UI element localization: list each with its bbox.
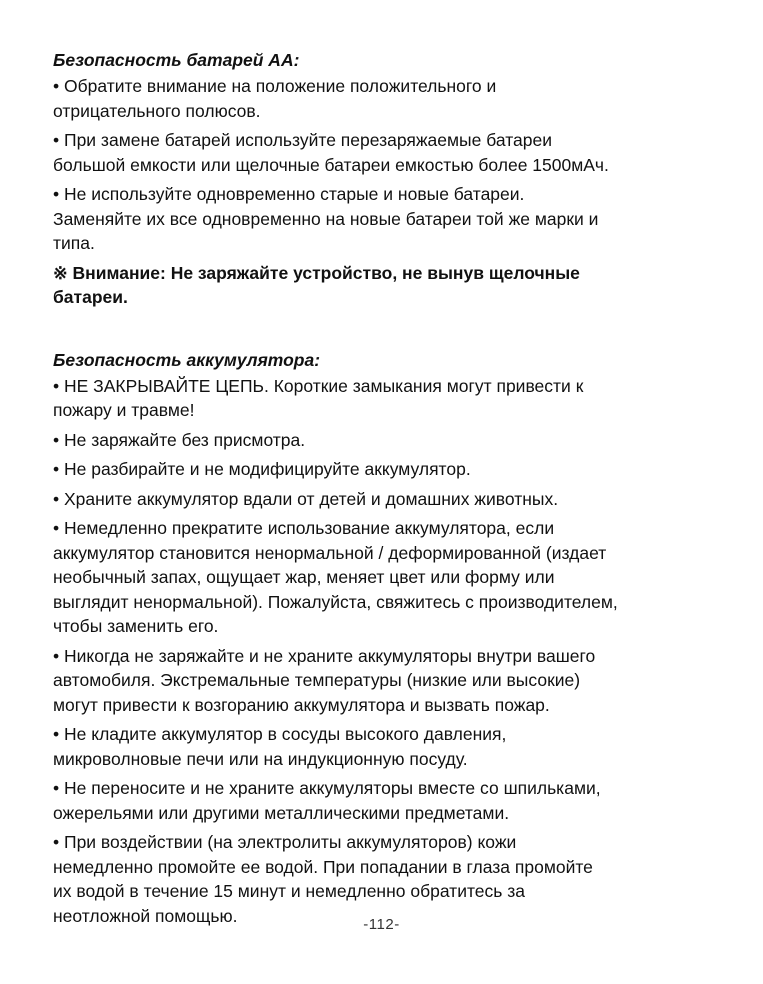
aa-item-mixing: • Не используйте одновременно старые и новые батареи. Заменяйте их все одновременно на новые батареи той же марки и типа. bbox=[53, 184, 599, 253]
battery-item-unattended: • Не заряжайте без присмотра. bbox=[53, 429, 306, 450]
battery-item-children: • Храните аккумулятор вдали от детей и домашних животных. bbox=[53, 488, 559, 509]
section-battery-title: Безопасность аккумулятора: bbox=[53, 349, 321, 370]
page-number: -112- bbox=[363, 916, 400, 933]
battery-item-abnormal: • Немедленно прекратите использование аккумулятора, если аккумулятор становится ненормальной / деформированной (издает необычный запах, ощущает жар, меняет цвет или форму или выглядит ненормальной). Пожалуйста, свяжитесь с производителем, чтобы заменить его. bbox=[53, 518, 618, 636]
section-rechargeable-battery-safety bbox=[53, 348, 743, 929]
aa-item-polarity: • Обратите внимание на положение положительного и отрицательного полюсов. bbox=[53, 76, 497, 121]
section-aa-battery-safety bbox=[53, 48, 743, 310]
battery-item-metal: • Не переносите и не храните аккумуляторы вместе со шпильками, ожерельями или другими металлическими предметами. bbox=[53, 778, 601, 823]
page-content bbox=[53, 48, 743, 933]
battery-item-pressure: • Не кладите аккумулятор в сосуды высокого давления, микроволновые печи или на индукционную посуду. bbox=[53, 724, 507, 769]
battery-item-disassemble: • Не разбирайте и не модифицируйте аккумулятор. bbox=[53, 459, 471, 479]
aa-item-replacement: • При замене батарей используйте перезаряжаемые батареи большой емкости или щелочные батареи емкостью более 1500мАч. bbox=[53, 130, 609, 175]
section-aa-title: Безопасность батарей АА: bbox=[53, 50, 300, 70]
battery-item-short-circuit: • НЕ ЗАКРЫВАЙТЕ ЦЕПЬ. Короткие замыкания могут привести к пожару и травме! bbox=[53, 375, 584, 420]
battery-item-vehicle: • Никогда не заряжайте и не храните аккумуляторы внутри вашего автомобиля. Экстремальные температуры (низкие или высокие) могут привести к возгоранию аккумулятора и вызвать пожар. bbox=[53, 645, 596, 715]
section-divider bbox=[53, 310, 743, 348]
battery-item-electrolyte: • При воздействии (на электролиты аккумуляторов) кожи немедленно промойте ее водой. При попадании в глаза промойте их водой в течение 15 минут и немедленно обратитесь за неотложной помощью. bbox=[53, 832, 593, 926]
aa-warning: ※ Внимание: Не заряжайте устройство, не вынув щелочные батареи. bbox=[53, 262, 580, 307]
